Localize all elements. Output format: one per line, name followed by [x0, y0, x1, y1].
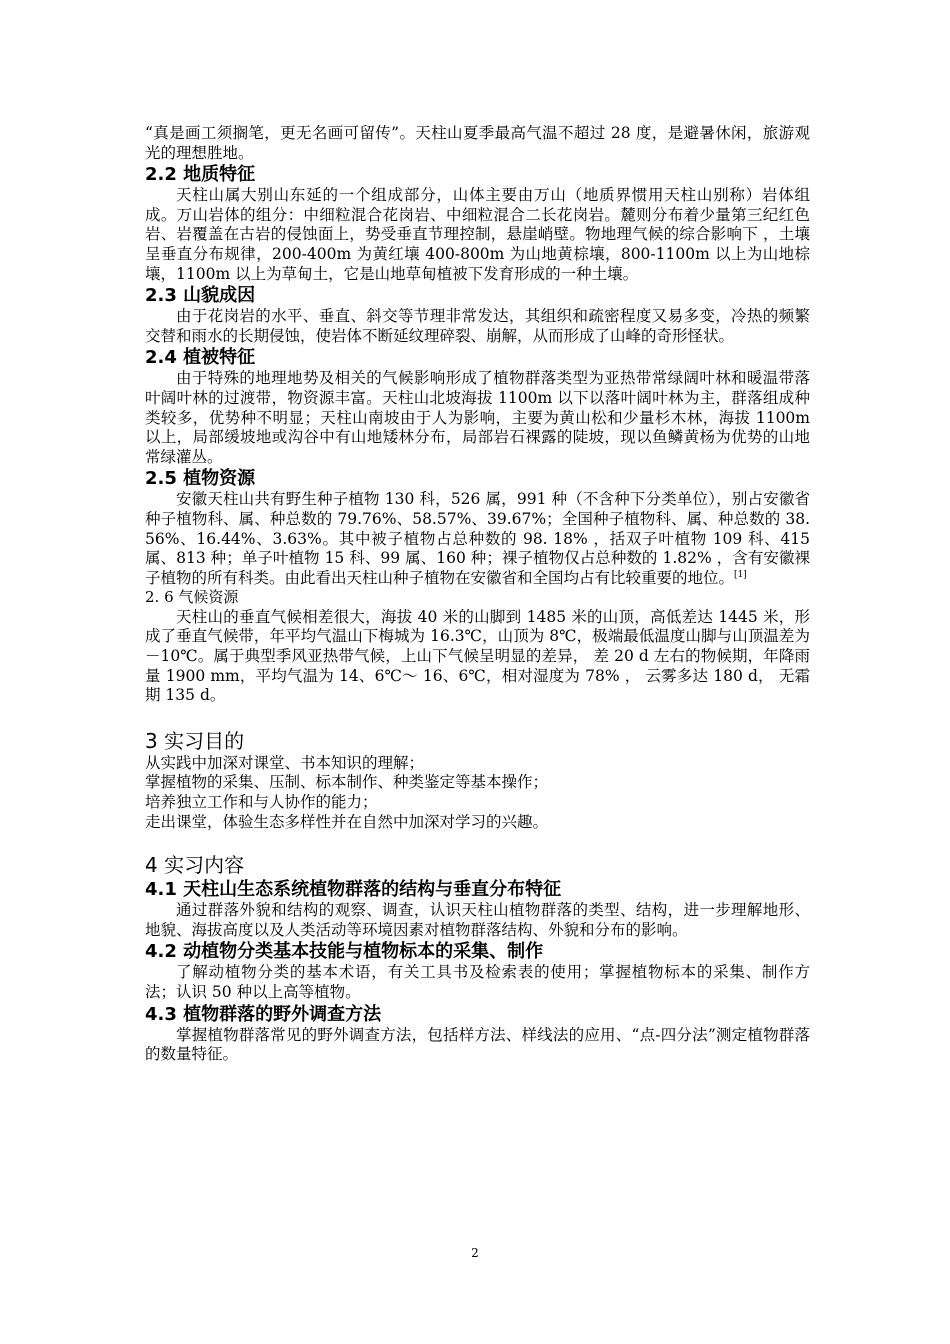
paragraph-4-3: 掌握植物群落常见的野外调查方法，包括样方法、样线法的应用、“点-四分法”测定植物群落的数量特征。: [145, 1025, 810, 1064]
paragraph-2-5-text: 安徽天柱山共有野生种子植物 130 科，526 属，991 种（不含种下分类单位），别占安徽省种子植物科、属、种总数的 79.76%、58.57%、39.67%；全国种子植物科、属、种总数的 38.56%、16.44%、3.63%。其中被子植物占总种数的 98. 18% ，括双子叶植物 109 科、415 属、813 种；单子叶植物 15 科、99 属、160 种；裸子植物仅占总种数的 1.82% ，含有安徽裸子植物的所有科类。由此看出天柱山种子植物在安徽省和全国均占有比较重要的地位。: [145, 490, 810, 587]
paragraph-4-2: 了解动植物分类的基本术语，有关工具书及检索表的使用；掌握植物标本的采集、制作方法；认识 50 种以上高等植物。: [145, 963, 810, 1001]
intro-paragraph: “真是画工须搁笔，更无名画可留传”。天柱山夏季最高气温不超过 28 度，是避暑休闲，旅游观光的理想胜地。: [145, 124, 810, 162]
heading-2-5: 2.5 植物资源: [145, 468, 256, 490]
heading-4: 4 实习内容: [145, 853, 245, 878]
heading-2-4: 2.4 植被特征: [145, 347, 256, 369]
heading-3: 3 实习目的: [145, 728, 245, 753]
heading-4-3: 4.3 植物群落的野外调查方法: [145, 1003, 382, 1025]
list-item: 走出课堂，体验生态多样性并在自然中加深对学习的兴趣。: [145, 812, 549, 831]
list-item: 从实践中加深对课堂、书本知识的理解；: [145, 753, 425, 772]
spacer: [145, 706, 810, 728]
heading-4-2: 4.2 动植物分类基本技能与植物标本的采集、制作: [145, 941, 544, 963]
paragraph-2-2: 天柱山属大别山东延的一个组成部分，山体主要由万山（地质界惯用天柱山别称）岩体组成。万山岩体的组分：中细粒混合花岗岩、中细粒混合二长花岗岩。麓则分布着少量第三纪红色岩、岩覆盖在古岩的侵蚀面上，势受垂直节理控制，悬崖峭壁。物地理气候的综合影响下 ，土壤呈垂直分布规律，200-400m 为黄红壤 400-800m 为山地黄棕壤，800-1100m 以上为山地棕壤，1100m 以上为草甸土，它是山地草甸植被下发育形成的一种土壤。: [145, 186, 810, 283]
paragraph-2-4: 由于特殊的地理地势及相关的气候影响形成了植物群落类型为亚热带常绿阔叶林和暖温带落叶阔叶林的过渡带，物资源丰富。天柱山北坡海拔 1100m 以下以落叶阔叶林为主，群落组成种类较多，优势种不明显；天柱山南坡由于人为影响，主要为黄山松和少量杉木林，海拔 1100m 以上，局部缓坡地或沟谷中有山地矮林分布，局部岩石裸露的陡坡，现以鱼鳞黄杨为优势的山地常绿灌丛。: [145, 369, 810, 466]
heading-2-2: 2.2 地质特征: [145, 164, 256, 186]
paragraph-2-3: 由于花岗岩的水平、垂直、斜交等节理非常发达，其组织和疏密程度又易多变，冷热的频繁交替和雨水的长期侵蚀，使岩体不断延纹理碎裂、崩解，从而形成了山峰的奇形怪状。: [145, 307, 810, 345]
paragraph-4-1: 通过群落外貌和结构的观察、调查，认识天柱山植物群落的类型、结构，进一步理解地形、地貌、海拔高度以及人类活动等环境因素对植物群落结构、外貌和分布的影响。: [145, 901, 810, 939]
citation-1: [1]: [734, 569, 747, 580]
page-number: 2: [471, 1246, 479, 1260]
list-item: 掌握植物的采集、压制、标本制作、种类鉴定等基本操作；: [145, 773, 549, 792]
heading-4-1: 4.1 天柱山生态系统植物群落的结构与垂直分布特征: [145, 879, 562, 901]
paragraph-2-5: [145, 490, 810, 588]
document-page: [145, 124, 810, 1065]
spacer: [145, 832, 810, 852]
heading-2-3: 2.3 山貌成因: [145, 285, 256, 307]
paragraph-2-6: 天柱山的垂直气候相差很大，海拔 40 米的山脚到 1485 米的山顶，高低差达 1445 米，形成了垂直气候带，年平均气温山下梅城为 16.3℃，山顶为 8℃，极端最低温度山脚与山顶温差为－10℃。属于典型季风亚热带气候，上山下气候呈明显的差异， 差 20 d 左右的物候期，年降雨量 1900 mm，平均气温为 14、6℃～ 16、6℃，相对湿度为 78% ， 云雾多达 180 d， 无霜期 135 d。: [145, 607, 810, 705]
list-item: 培养独立工作和与人协作的能力；: [145, 793, 378, 812]
heading-2-6: 2. 6 气候资源: [145, 588, 239, 607]
